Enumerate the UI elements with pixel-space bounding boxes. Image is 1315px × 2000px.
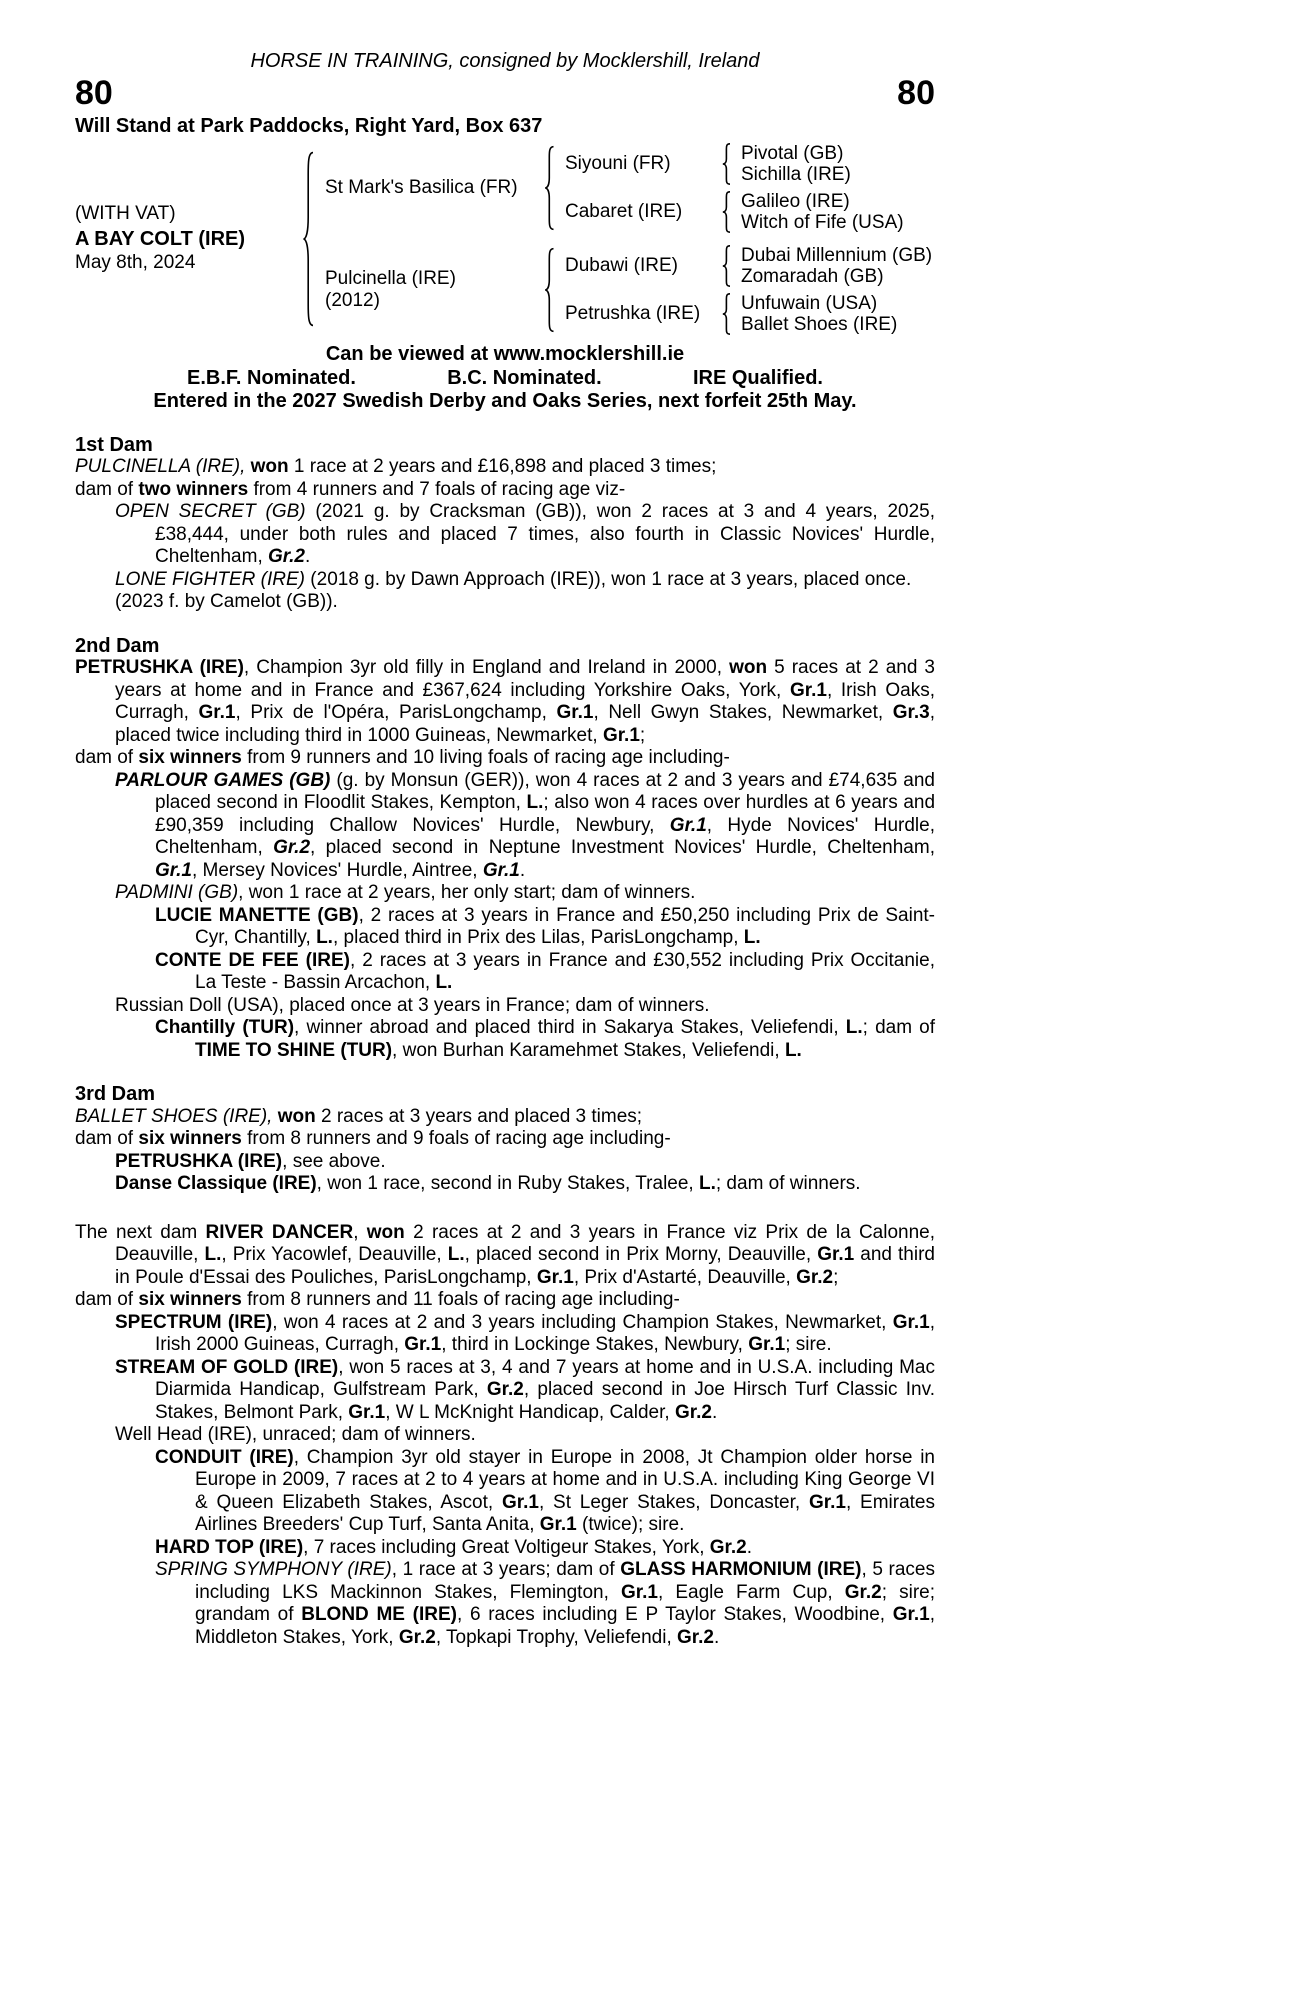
- ebf-nominated: E.B.F. Nominated.: [187, 366, 356, 389]
- text-segment: , won 5 races at 3, 4 and 7 years at home and in U.S.A. including Mac Diarmida Handicap, Gulfstream Park,: [155, 1356, 935, 1400]
- text-segment: L.: [526, 792, 544, 813]
- section-heading: 3rd Dam: [75, 1083, 156, 1105]
- text-segment: Gr.1: [501, 1491, 539, 1513]
- text-segment: GLASS HARMONIUM (IRE): [620, 1559, 862, 1580]
- text-segment: , Topkapi Trophy, Veliefendi,: [435, 1626, 678, 1648]
- text-segment: Gr.1: [817, 1244, 855, 1265]
- text-segment: ,: [353, 1221, 367, 1243]
- text-segment: Gr.1: [348, 1401, 386, 1423]
- text-segment: PULCINELLA (IRE),: [75, 456, 251, 477]
- text-segment: , placed twice including third in 1000 Guineas, Newmarket,: [115, 702, 935, 746]
- text-segment: Gr.2: [674, 1401, 712, 1423]
- text-segment: , Champion 3yr old filly in England and Ireland in 2000,: [243, 657, 730, 678]
- text-segment: ; dam of winners.: [715, 1173, 861, 1194]
- text-segment: , Irish Oaks, Curragh,: [115, 679, 936, 723]
- text-segment: Gr.2: [796, 1266, 834, 1288]
- text-segment: The next dam: [75, 1221, 206, 1243]
- catalogue-paragraph: [75, 591, 935, 614]
- pedigree-brace: [721, 191, 733, 233]
- text-segment: , placed third in Prix des Lilas, ParisLongchamp,: [332, 927, 744, 948]
- catalogue-paragraph: [75, 1128, 935, 1151]
- dam-section: [75, 1222, 935, 1650]
- text-segment: , 6 races including E P Taylor Stakes, Woodbine,: [457, 1604, 893, 1625]
- text-segment: Gr.1: [198, 702, 236, 723]
- catalogue-paragraph: [75, 1289, 935, 1312]
- nomination-row: [75, 367, 935, 390]
- text-segment: dam of: [75, 747, 139, 768]
- text-segment: Gr.2: [268, 546, 305, 567]
- text-segment: , Emirates Airlines Breeders' Cup Turf, Santa Anita,: [195, 1491, 935, 1535]
- catalogue-header: HORSE IN TRAINING, consigned by Mocklershill, Ireland: [250, 50, 760, 72]
- text-segment: , see above.: [282, 1150, 386, 1172]
- pedigree-brace: [721, 293, 733, 335]
- colt-identity: [75, 203, 295, 275]
- text-segment: Russian Doll (USA), placed once at 3 years in France; dam of winners.: [115, 994, 710, 1016]
- text-segment: 2 races at 2 and 3 years in France viz Prix de la Calonne, Deauville,: [115, 1221, 936, 1265]
- dam-name: Pulcinella (IRE): [325, 267, 456, 289]
- text-segment: .: [519, 859, 526, 881]
- entry-notice: Entered in the 2027 Swedish Derby and Oaks Series, next forfeit 25th May.: [153, 390, 857, 412]
- catalogue-paragraph: [75, 569, 935, 592]
- text-segment: 1 race at 2 years and £16,898 and placed 3 times;: [288, 456, 717, 477]
- text-segment: LONE FIGHTER (IRE): [115, 568, 306, 590]
- text-segment: dam of: [75, 1289, 139, 1310]
- text-segment: (2023 f. by Camelot (GB)).: [115, 591, 338, 612]
- pedigree-gen2-column: [325, 143, 932, 335]
- text-segment: , Nell Gwyn Stakes, Newmarket,: [593, 702, 893, 723]
- text-segment: L.: [698, 1173, 716, 1194]
- text-segment: TIME TO SHINE (TUR): [195, 1039, 393, 1061]
- bc-nominated: B.C. Nominated.: [447, 366, 602, 389]
- pedigree-brace: [543, 247, 557, 333]
- catalogue-paragraph: [75, 905, 935, 950]
- text-segment: (g. by Monsun (GER)), won 4 races at 2 and 3 years and £74,635 and placed second in Floodlit Stakes, Kempton,: [155, 769, 935, 813]
- text-segment: ; also won 4 races over hurdles at 6 years and £90,359 including Challow Novices' Hurdle, Newbury,: [155, 792, 936, 836]
- ancestor-name: Galileo (IRE): [741, 191, 850, 212]
- text-segment: , 2 races at 3 years in France and £30,552 including Prix Occitanie, La Teste - Bassin Arcachon,: [195, 949, 935, 993]
- text-segment: from 8 runners and 11 foals of racing age including-: [241, 1289, 680, 1310]
- text-segment: PADMINI (GB): [115, 882, 239, 903]
- catalogue-paragraph: [75, 456, 935, 479]
- text-segment: L.: [435, 972, 453, 993]
- text-segment: ; sire.: [785, 1334, 832, 1355]
- page-content: [75, 50, 935, 1649]
- text-segment: PARLOUR GAMES (GB): [115, 769, 331, 791]
- text-segment: , won 1 race at 2 years, her only start; dam of winners.: [238, 882, 696, 903]
- catalogue-paragraph: [75, 501, 935, 569]
- text-segment: , placed second in Neptune Investment Novices' Hurdle, Cheltenham,: [310, 837, 935, 858]
- text-segment: L.: [316, 927, 333, 948]
- text-segment: six winners: [138, 747, 242, 768]
- dam-parents: [565, 245, 932, 335]
- text-segment: Gr.1: [892, 1311, 930, 1333]
- sire-parents: [565, 143, 904, 233]
- text-segment: Gr.1: [404, 1334, 442, 1355]
- text-segment: , won 4 races at 2 and 3 years including Champion Stakes, Newmarket,: [272, 1311, 893, 1333]
- text-segment: BLOND ME (IRE): [301, 1604, 457, 1625]
- section-heading: 1st Dam: [75, 433, 153, 456]
- text-segment: , Irish 2000 Guineas, Curragh,: [155, 1311, 935, 1355]
- pedigree-brace: [721, 245, 733, 287]
- pedigree-brace: [543, 145, 557, 231]
- text-segment: , Prix Yacowlef, Deauville,: [221, 1244, 448, 1265]
- pedigree-table: [75, 143, 935, 335]
- text-segment: CONDUIT (IRE): [155, 1446, 294, 1468]
- dam-branch: [325, 245, 932, 335]
- text-segment: HARD TOP (IRE): [155, 1536, 304, 1558]
- catalogue-paragraph: [75, 1312, 935, 1357]
- text-segment: Gr.1: [482, 859, 520, 881]
- text-segment: Danse Classique (IRE): [115, 1173, 317, 1194]
- ancestor-name: Witch of Fife (USA): [741, 212, 904, 233]
- catalogue-paragraph: [75, 882, 935, 905]
- damsire-name: Dubawi (IRE): [565, 254, 678, 276]
- text-segment: CONTE DE FEE (IRE): [155, 949, 350, 971]
- lot-number-left: 80: [75, 73, 113, 112]
- text-segment: Gr.2: [273, 837, 311, 858]
- text-segment: , winner abroad and placed third in Sakarya Stakes, Veliefendi,: [294, 1017, 846, 1038]
- catalogue-paragraph: [75, 479, 935, 502]
- text-segment: Gr.1: [539, 1514, 577, 1535]
- text-segment: Gr.1: [536, 1266, 574, 1288]
- text-segment: Gr.1: [789, 679, 827, 701]
- dam-year: (2012): [325, 290, 380, 311]
- ancestor-name: Zomaradah (GB): [741, 266, 884, 287]
- text-segment: 5 races at 2 and 3 years at home and in France and £367,624 including Yorkshire Oaks, York,: [115, 657, 936, 701]
- text-segment: , 5 races including LKS Mackinnon Stakes, Flemington,: [195, 1559, 935, 1603]
- text-segment: 2 races at 3 years and placed 3 times;: [315, 1105, 643, 1127]
- dam-section: [75, 1083, 935, 1196]
- text-segment: L.: [845, 1017, 863, 1038]
- catalogue-paragraph: [75, 1424, 935, 1447]
- text-segment: (twice); sire.: [576, 1514, 685, 1535]
- ancestor-name: Pivotal (GB): [741, 143, 844, 164]
- section-heading: 2nd Dam: [75, 634, 160, 657]
- stand-location: Will Stand at Park Paddocks, Right Yard, Box 637: [75, 114, 543, 137]
- catalogue-paragraph: [75, 1017, 935, 1062]
- text-segment: won: [366, 1221, 405, 1243]
- text-segment: Gr.2: [486, 1379, 524, 1400]
- text-segment: Chantilly (TUR): [155, 1017, 295, 1038]
- text-segment: Gr.1: [620, 1581, 658, 1603]
- text-segment: .: [714, 1626, 720, 1648]
- text-segment: , Eagle Farm Cup,: [657, 1581, 845, 1603]
- text-segment: from 9 runners and 10 living foals of racing age including-: [241, 747, 730, 768]
- dam-section: [75, 434, 935, 614]
- dam-section: [75, 635, 935, 1063]
- text-segment: Gr.1: [669, 814, 707, 836]
- catalogue-paragraph: [75, 950, 935, 995]
- text-segment: LUCIE MANETTE (GB): [155, 904, 359, 926]
- ancestor-name: Ballet Shoes (IRE): [741, 314, 898, 335]
- text-segment: , Prix de l'Opéra, ParisLongchamp,: [235, 702, 557, 723]
- catalogue-paragraph: [75, 1559, 935, 1649]
- second-dam-branch: [565, 293, 932, 335]
- catalogue-paragraph: [75, 1222, 935, 1290]
- text-segment: Gr.3: [892, 702, 930, 723]
- notices-block: [75, 343, 935, 413]
- grandsire-name: Siyouni (FR): [565, 152, 671, 174]
- catalogue-paragraph: [75, 657, 935, 747]
- text-segment: Gr.2: [677, 1626, 714, 1648]
- text-segment: .: [746, 1536, 753, 1558]
- text-segment: L.: [447, 1244, 465, 1265]
- text-segment: PETRUSHKA (IRE): [115, 1150, 283, 1172]
- text-segment: .: [711, 1401, 718, 1423]
- viewing-notice: Can be viewed at www.mocklershill.ie: [325, 343, 685, 365]
- text-segment: RIVER DANCER: [205, 1221, 354, 1243]
- text-segment: , Hyde Novices' Hurdle, Cheltenham,: [155, 814, 935, 858]
- grandsire-branch: [565, 143, 904, 185]
- text-segment: ;: [639, 724, 646, 746]
- catalogue-paragraph: [75, 1106, 935, 1129]
- catalogue-paragraph: [75, 1357, 935, 1425]
- catalogue-paragraph: [75, 1173, 935, 1196]
- catalogue-paragraph: [75, 995, 935, 1018]
- pedigree-brace: [301, 149, 317, 329]
- granddam-branch: [565, 191, 904, 233]
- colt-name: A BAY COLT (IRE): [75, 227, 246, 250]
- text-segment: , W L McKnight Handicap, Calder,: [385, 1401, 675, 1423]
- text-segment: ;: [833, 1266, 839, 1288]
- great-grandparents: [741, 245, 932, 287]
- text-segment: from 4 runners and 7 foals of racing age viz-: [248, 478, 626, 500]
- pedigree-brace: [721, 143, 733, 185]
- text-segment: OPEN SECRET (GB): [115, 501, 306, 522]
- sire-name: St Mark's Basilica (FR): [325, 176, 518, 198]
- text-segment: SPECTRUM (IRE): [115, 1311, 273, 1333]
- catalogue-paragraph: [75, 1537, 935, 1560]
- granddam-name: Cabaret (IRE): [565, 200, 683, 222]
- foal-date: May 8th, 2024: [75, 252, 196, 274]
- text-segment: , placed second in Joe Hirsch Turf Classic Inv. Stakes, Belmont Park,: [155, 1379, 935, 1423]
- text-segment: Gr.1: [892, 1604, 930, 1625]
- lot-number-row: [75, 75, 935, 111]
- text-segment: , St Leger Stakes, Doncaster,: [538, 1491, 809, 1513]
- text-segment: won: [277, 1105, 316, 1127]
- text-segment: Gr.1: [808, 1491, 846, 1513]
- text-segment: from 8 runners and 9 foals of racing age including-: [241, 1128, 671, 1149]
- text-segment: Well Head (IRE), unraced; dam of winners.: [115, 1424, 476, 1445]
- text-segment: , won Burhan Karamehmet Stakes, Veliefendi,: [392, 1039, 785, 1061]
- text-segment: .: [305, 546, 311, 567]
- damsire-branch: [565, 245, 932, 287]
- dam-name-block: [325, 268, 537, 313]
- sire-branch: [325, 143, 932, 233]
- text-segment: dam of: [75, 478, 139, 500]
- text-segment: , third in Lockinge Stakes, Newbury,: [441, 1334, 749, 1355]
- great-grandparents: [741, 143, 851, 185]
- text-segment: , 1 race at 3 years; dam of: [391, 1559, 621, 1580]
- vat-note: (WITH VAT): [75, 203, 176, 225]
- text-segment: Gr.1: [155, 859, 192, 881]
- text-segment: , Champion 3yr old stayer in Europe in 2008, Jt Champion older horse in Europe in 2009, 7 races at 2 to 4 years at home and in U.S.A. including King George VI & Queen Elizabeth Stakes, Ascot,: [195, 1446, 936, 1513]
- text-segment: SPRING SYMPHONY (IRE): [155, 1559, 392, 1580]
- text-segment: BALLET SHOES (IRE),: [75, 1105, 278, 1127]
- text-segment: Gr.2: [398, 1626, 436, 1648]
- text-segment: six winners: [138, 1289, 242, 1310]
- great-grandparents: [741, 191, 904, 233]
- text-segment: Gr.2: [709, 1536, 747, 1558]
- text-segment: , Middleton Stakes, York,: [195, 1604, 935, 1648]
- text-segment: (2018 g. by Dawn Approach (IRE)), won 1 race at 3 years, placed once.: [305, 568, 912, 590]
- text-segment: Gr.2: [844, 1581, 882, 1603]
- text-segment: Gr.1: [602, 724, 640, 746]
- ancestor-name: Dubai Millennium (GB): [741, 245, 933, 266]
- text-segment: (2021 g. by Cracksman (GB)), won 2 races at 3 and 4 years, 2025, £38,444, under both rules and placed 7 times, also fourth in Classic Novices' Hurdle, Cheltenham,: [155, 501, 935, 567]
- text-segment: ; dam of: [862, 1017, 935, 1038]
- text-segment: dam of: [75, 1128, 139, 1149]
- ire-qualified: IRE Qualified.: [692, 366, 823, 389]
- pedigree-text-sections: [75, 434, 935, 1650]
- text-segment: won: [250, 456, 289, 477]
- catalogue-paragraph: [75, 1447, 935, 1537]
- text-segment: , placed second in Prix Morny, Deauville,: [464, 1244, 818, 1265]
- text-segment: L.: [784, 1039, 802, 1061]
- catalogue-paragraph: [75, 1151, 935, 1174]
- catalogue-paragraph: [75, 770, 935, 883]
- text-segment: won: [729, 657, 768, 678]
- lot-number-right: 80: [897, 73, 935, 112]
- ancestor-name: Sichilla (IRE): [741, 164, 851, 185]
- text-segment: Gr.1: [556, 702, 594, 723]
- text-segment: two winners: [138, 478, 249, 500]
- text-segment: , Mersey Novices' Hurdle, Aintree,: [191, 859, 483, 881]
- second-dam-name: Petrushka (IRE): [565, 302, 701, 324]
- text-segment: and third in Poule d'Essai des Pouliches, ParisLongchamp,: [115, 1244, 935, 1288]
- text-segment: , 2 races at 3 years in France and £50,250 including Prix de Saint-Cyr, Chantilly,: [195, 904, 935, 948]
- text-segment: L.: [743, 927, 761, 948]
- text-segment: , won 1 race, second in Ruby Stakes, Tralee,: [316, 1173, 699, 1194]
- ancestor-name: Unfuwain (USA): [741, 293, 878, 314]
- text-segment: , 7 races including Great Voltigeur Stakes, York,: [303, 1536, 710, 1558]
- text-segment: six winners: [138, 1128, 242, 1149]
- text-segment: Gr.1: [748, 1334, 786, 1355]
- catalogue-paragraph: [75, 747, 935, 770]
- text-segment: PETRUSHKA (IRE): [75, 657, 244, 678]
- great-grandparents: [741, 293, 897, 335]
- text-segment: L.: [204, 1244, 222, 1265]
- text-segment: , Prix d'Astarté, Deauville,: [573, 1266, 797, 1288]
- text-segment: ; sire; grandam of: [195, 1581, 936, 1625]
- text-segment: STREAM OF GOLD (IRE): [115, 1356, 339, 1378]
